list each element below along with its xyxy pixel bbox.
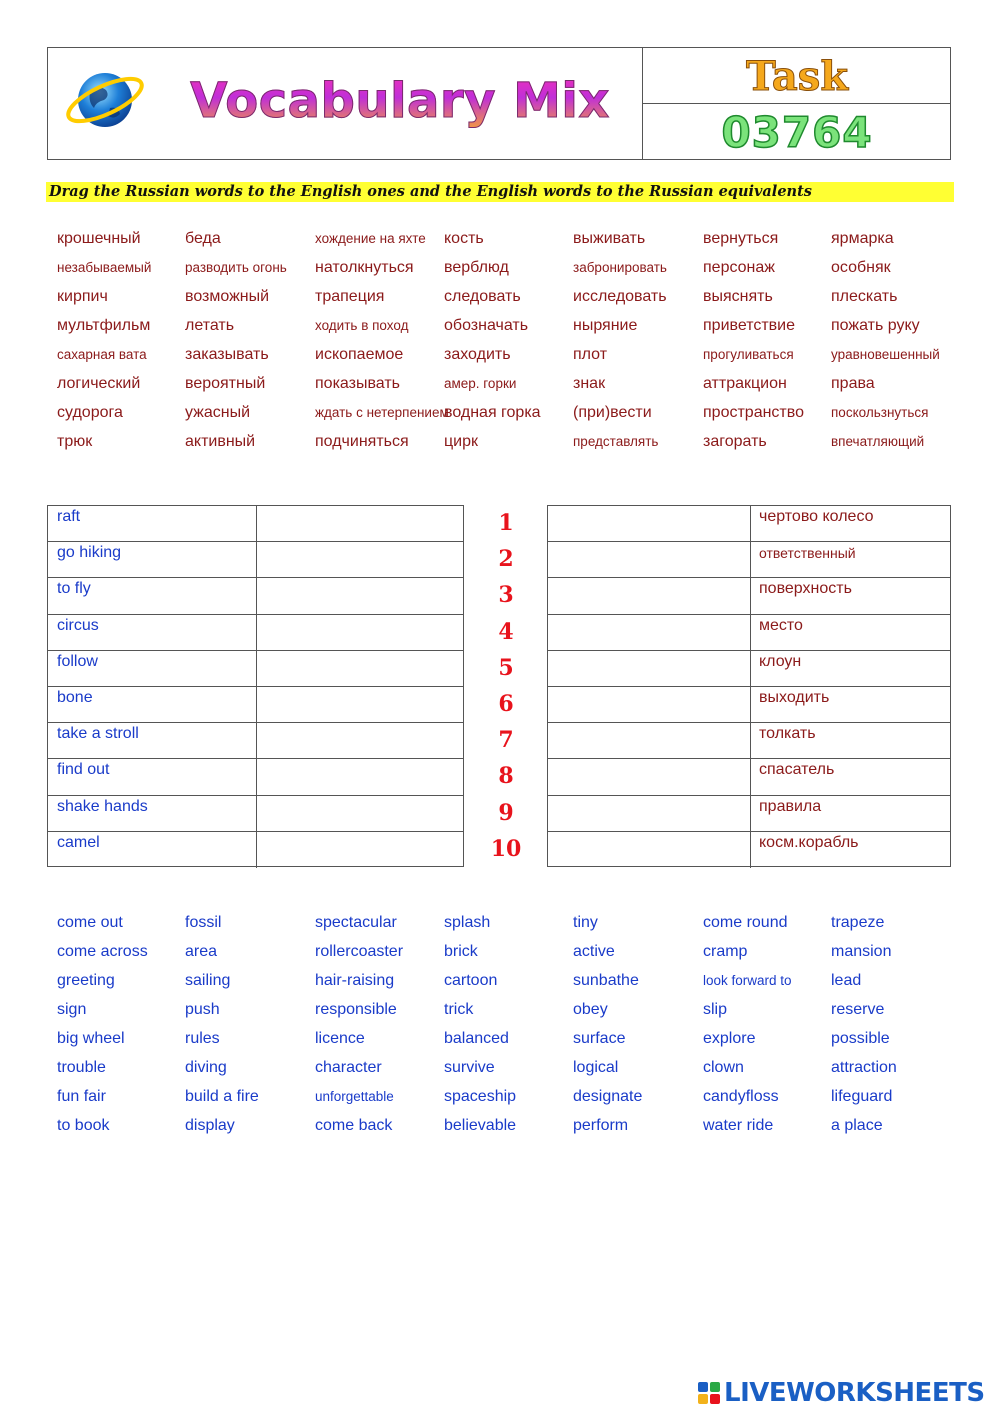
russian-word[interactable]: подчиняться: [315, 433, 409, 450]
russian-word[interactable]: ныряние: [573, 317, 638, 334]
english-cell-word: to fly: [57, 580, 91, 598]
matching-table-right: [547, 505, 951, 867]
russian-word[interactable]: ходить в поход: [315, 318, 409, 333]
english-cell-word: find out: [57, 761, 110, 779]
drop-zone[interactable]: [548, 832, 750, 868]
table-row: [48, 723, 463, 759]
russian-word[interactable]: ископаемое: [315, 346, 404, 363]
english-word[interactable]: reserve: [831, 1001, 885, 1018]
english-word[interactable]: candyfloss: [703, 1088, 779, 1105]
english-word[interactable]: sunbathe: [573, 972, 639, 989]
row-number: 9: [498, 799, 514, 826]
russian-word[interactable]: следовать: [444, 288, 521, 305]
instruction: Drag the Russian words to the English ones and the English words to the Russian equivalents: [46, 182, 954, 202]
russian-word[interactable]: цирк: [444, 433, 478, 450]
russian-word[interactable]: приветствие: [703, 317, 795, 334]
drop-zone[interactable]: [548, 615, 750, 650]
table-row: [48, 615, 463, 651]
cell-divider: [750, 723, 751, 758]
cell-divider: [750, 687, 751, 722]
english-word[interactable]: logical: [573, 1059, 619, 1076]
table-row: [48, 759, 463, 795]
table-row: [548, 832, 950, 868]
row-number: 6: [498, 691, 514, 717]
russian-word[interactable]: пространство: [703, 404, 804, 421]
drop-zone[interactable]: [257, 615, 463, 650]
russian-word[interactable]: впечатляющий: [831, 434, 925, 449]
cell-divider: [750, 615, 751, 650]
russian-word[interactable]: заказывать: [185, 346, 269, 363]
english-word[interactable]: come back: [315, 1117, 393, 1134]
english-word[interactable]: brick: [444, 943, 478, 960]
english-word[interactable]: slip: [703, 1001, 728, 1018]
task-label: Task: [745, 53, 849, 100]
table-row: [548, 723, 950, 759]
english-word[interactable]: tiny: [573, 914, 598, 931]
russian-word[interactable]: вероятный: [185, 375, 266, 392]
english-word[interactable]: splash: [444, 914, 491, 931]
drop-zone[interactable]: [257, 759, 463, 794]
russian-word[interactable]: ждать с нетерпением: [315, 405, 449, 420]
liveworksheets-logo[interactable]: [698, 1378, 998, 1408]
russian-word[interactable]: возможный: [185, 288, 270, 305]
russian-word[interactable]: сахарная вата: [57, 347, 147, 362]
table-row: [548, 687, 950, 723]
russian-word[interactable]: мультфильм: [57, 317, 151, 334]
russian-cell-word: выходить: [759, 689, 830, 706]
english-word[interactable]: rules: [185, 1030, 220, 1047]
russian-word[interactable]: трапеция: [315, 288, 385, 305]
english-word[interactable]: licence: [315, 1030, 365, 1047]
row-number: 4: [498, 618, 514, 645]
page-title: Vocabulary Mix: [180, 66, 620, 136]
russian-cell-word: чертово колесо: [759, 508, 874, 525]
english-word[interactable]: attraction: [831, 1059, 897, 1076]
russian-word[interactable]: ужасный: [185, 404, 251, 421]
table-row: [48, 796, 463, 832]
globe-icon: [64, 62, 146, 134]
russian-word[interactable]: кость: [444, 230, 484, 247]
task-number: 03764: [721, 108, 873, 157]
english-word[interactable]: push: [185, 1001, 220, 1018]
english-word[interactable]: trick: [444, 1001, 474, 1018]
russian-word[interactable]: персонаж: [703, 259, 775, 276]
english-word[interactable]: possible: [831, 1030, 890, 1047]
russian-word[interactable]: (при)вести: [573, 404, 652, 421]
russian-word[interactable]: кирпич: [57, 288, 108, 305]
drop-zone[interactable]: [548, 506, 750, 541]
english-word[interactable]: come out: [57, 914, 123, 931]
russian-word[interactable]: представлять: [573, 434, 659, 449]
english-word[interactable]: clown: [703, 1059, 744, 1076]
drop-zone[interactable]: [548, 759, 750, 794]
russian-word[interactable]: загорать: [703, 433, 767, 450]
english-word[interactable]: responsible: [315, 1001, 397, 1018]
russian-word[interactable]: обозначать: [444, 317, 529, 334]
russian-cell-word: толкать: [759, 725, 816, 743]
english-word[interactable]: lead: [831, 972, 862, 989]
russian-word[interactable]: плот: [573, 346, 608, 363]
row-number: 7: [498, 727, 514, 754]
drop-zone[interactable]: [257, 723, 463, 758]
russian-word[interactable]: натолкнуться: [315, 259, 414, 276]
russian-word[interactable]: поскользнуться: [831, 405, 929, 420]
table-row: [48, 687, 463, 723]
cell-divider: [750, 578, 751, 613]
russian-word[interactable]: активный: [185, 433, 256, 450]
russian-word[interactable]: амер. горки: [444, 376, 517, 391]
drop-zone[interactable]: [257, 832, 463, 868]
english-cell-word: go hiking: [57, 544, 122, 562]
row-number: 3: [498, 582, 514, 609]
english-word[interactable]: display: [185, 1117, 235, 1134]
russian-word[interactable]: водная горка: [444, 404, 541, 421]
table-row: [548, 796, 950, 832]
english-word[interactable]: spectacular: [315, 914, 397, 931]
drop-zone[interactable]: [548, 542, 750, 577]
english-cell-word: bone: [57, 689, 93, 706]
english-word[interactable]: come across: [57, 943, 148, 960]
english-word[interactable]: build a fire: [185, 1088, 259, 1105]
table-row: [48, 578, 463, 614]
drop-zone[interactable]: [257, 506, 463, 541]
drop-zone[interactable]: [257, 687, 463, 722]
english-word[interactable]: explore: [703, 1030, 756, 1047]
russian-cell-word: ответственный: [759, 545, 856, 562]
russian-word[interactable]: прогуливаться: [703, 347, 794, 362]
english-word[interactable]: character: [315, 1059, 382, 1076]
russian-cell-word: поверхность: [759, 580, 852, 598]
russian-word[interactable]: забронировать: [573, 260, 667, 275]
english-word[interactable]: obey: [573, 1001, 608, 1018]
table-row: [548, 578, 950, 614]
english-word[interactable]: active: [573, 943, 615, 960]
russian-word[interactable]: разводить огонь: [185, 260, 287, 275]
drop-zone[interactable]: [548, 578, 750, 613]
english-cell-word: follow: [57, 652, 98, 670]
english-word[interactable]: trouble: [57, 1059, 106, 1076]
english-word[interactable]: designate: [573, 1088, 643, 1105]
english-word[interactable]: survive: [444, 1059, 495, 1076]
english-word[interactable]: look forward to: [703, 973, 792, 988]
russian-word[interactable]: незабываемый: [57, 260, 152, 275]
drop-zone[interactable]: [257, 542, 463, 577]
russian-cell-word: косм.корабль: [759, 833, 859, 851]
english-word[interactable]: to book: [57, 1117, 110, 1134]
row-number: 5: [498, 654, 514, 681]
row-number: 2: [498, 546, 514, 573]
english-cell-word: raft: [57, 508, 81, 525]
english-word[interactable]: greeting: [57, 972, 115, 989]
header-divider: [642, 103, 951, 104]
russian-cell-word: клоун: [759, 652, 802, 670]
english-word[interactable]: surface: [573, 1030, 626, 1047]
russian-word[interactable]: верблюд: [444, 259, 509, 276]
english-word[interactable]: sign: [57, 1001, 87, 1018]
english-word[interactable]: perform: [573, 1117, 629, 1134]
russian-cell-word: спасатель: [759, 761, 835, 779]
english-cell-word: camel: [57, 833, 100, 851]
russian-cell-word: правила: [759, 797, 822, 815]
russian-word[interactable]: крошечный: [57, 230, 141, 247]
english-word[interactable]: hair-raising: [315, 972, 395, 989]
cell-divider: [750, 796, 751, 831]
table-row: [48, 832, 463, 868]
russian-word[interactable]: исследовать: [573, 288, 667, 305]
cell-divider: [750, 651, 751, 686]
table-row: [48, 651, 463, 687]
english-word[interactable]: come round: [703, 914, 788, 931]
table-row: [548, 506, 950, 542]
matching-table-left: [47, 505, 464, 867]
russian-word[interactable]: выяснять: [703, 288, 773, 305]
russian-word[interactable]: судорога: [57, 404, 123, 421]
russian-word[interactable]: особняк: [831, 259, 891, 276]
row-number: 10: [490, 835, 522, 862]
russian-word[interactable]: знак: [573, 375, 606, 392]
cell-divider: [750, 506, 751, 541]
russian-word[interactable]: ярмарка: [831, 230, 894, 247]
english-cell-word: shake hands: [57, 797, 148, 815]
english-word[interactable]: believable: [444, 1117, 517, 1134]
cell-divider: [750, 759, 751, 794]
english-word[interactable]: big wheel: [57, 1030, 125, 1047]
drop-zone[interactable]: [257, 651, 463, 686]
russian-word[interactable]: беда: [185, 230, 221, 247]
english-word[interactable]: cartoon: [444, 972, 498, 989]
drop-zone[interactable]: [548, 796, 750, 831]
russian-word[interactable]: хождение на яхте: [315, 231, 426, 246]
drop-zone[interactable]: [548, 687, 750, 722]
russian-word[interactable]: вернуться: [703, 230, 779, 247]
russian-word[interactable]: выживать: [573, 230, 646, 247]
english-word[interactable]: rollercoaster: [315, 943, 404, 960]
russian-word[interactable]: заходить: [444, 346, 511, 363]
russian-word[interactable]: летать: [185, 317, 235, 334]
table-row: [548, 542, 950, 578]
russian-word[interactable]: права: [831, 375, 875, 392]
english-word[interactable]: unforgettable: [315, 1089, 394, 1104]
drop-zone[interactable]: [257, 796, 463, 831]
english-word[interactable]: spaceship: [444, 1088, 517, 1105]
english-word[interactable]: lifeguard: [831, 1088, 893, 1105]
russian-cell-word: место: [759, 616, 803, 634]
drop-zone[interactable]: [548, 723, 750, 758]
english-word[interactable]: area: [185, 943, 218, 960]
brand-name: LIVEWORKSHEETS: [724, 1378, 985, 1408]
drop-zone[interactable]: [257, 578, 463, 613]
english-cell-word: take a stroll: [57, 725, 139, 743]
row-number: 1: [498, 510, 514, 536]
english-word[interactable]: cramp: [703, 943, 748, 960]
drop-zone[interactable]: [548, 651, 750, 686]
english-word[interactable]: trapeze: [831, 914, 885, 931]
cell-divider: [750, 542, 751, 577]
row-number: 8: [498, 763, 514, 790]
cell-divider: [750, 832, 751, 868]
table-row: [548, 615, 950, 651]
english-word[interactable]: a place: [831, 1117, 883, 1134]
english-word[interactable]: fossil: [185, 914, 222, 931]
english-word[interactable]: mansion: [831, 943, 892, 960]
russian-word[interactable]: показывать: [315, 375, 400, 392]
russian-word[interactable]: уравновешенный: [831, 347, 940, 362]
russian-word[interactable]: трюк: [57, 433, 93, 450]
english-word[interactable]: sailing: [185, 972, 231, 989]
table-row: [48, 542, 463, 578]
table-row: [548, 759, 950, 795]
english-word[interactable]: balanced: [444, 1030, 509, 1047]
english-word[interactable]: diving: [185, 1059, 227, 1076]
english-cell-word: circus: [57, 616, 99, 634]
table-row: [548, 651, 950, 687]
russian-word[interactable]: плескать: [831, 288, 898, 305]
english-word[interactable]: fun fair: [57, 1088, 106, 1105]
russian-word[interactable]: пожать руку: [831, 317, 920, 334]
russian-word[interactable]: аттракцион: [703, 375, 787, 392]
russian-word[interactable]: логический: [57, 375, 141, 392]
table-row: [48, 506, 463, 542]
english-word[interactable]: water ride: [703, 1117, 774, 1134]
liveworksheets-logo-icon: [698, 1382, 720, 1404]
